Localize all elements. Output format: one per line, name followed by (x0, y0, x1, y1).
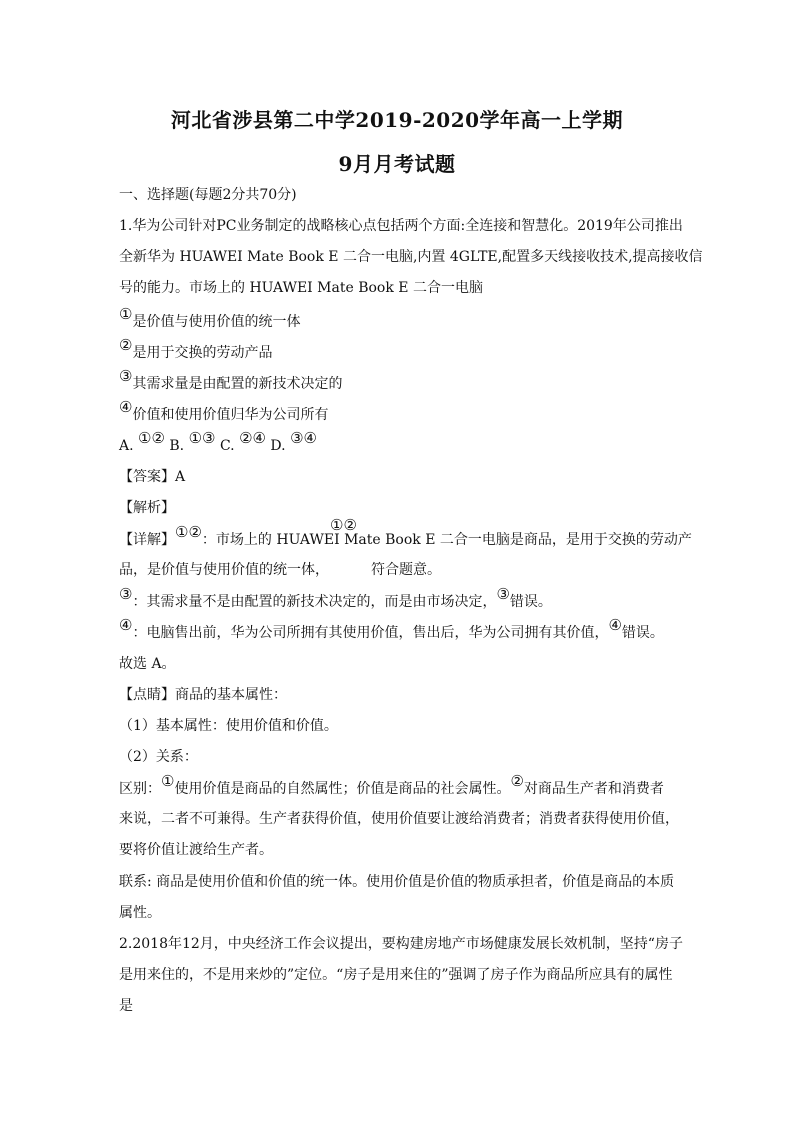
q1-choices (119, 429, 317, 455)
answer-tag: 【答案】 (119, 469, 175, 485)
detail4-number: ④ (119, 616, 133, 634)
option-text-2: 是用于交换的劳动产品 (132, 345, 273, 361)
difference-number-1: ① (161, 772, 175, 790)
difference-line-3: 要将价值让渡给生产者。 (119, 842, 273, 858)
detail-line-4 (119, 616, 664, 642)
detail-overlay-numbers (330, 516, 357, 535)
detail-tag: 【详解】 (119, 532, 175, 548)
choice-a-numbers: ①② (138, 429, 165, 447)
q1-option-4 (119, 398, 329, 424)
conclusion: 故选 A。 (119, 656, 176, 672)
detail-line-1 (119, 523, 692, 549)
q1-stem-line1: 1.华为公司针对PC业务制定的战略核心点包括两个方面:全连接和智慧化。2019年公司推出 (119, 218, 683, 234)
difference-text-1: 使用价值是商品的自然属性；价值是商品的社会属性。 (174, 781, 511, 797)
option-number-3: ③ (119, 367, 133, 385)
option-number-2: ② (119, 336, 133, 354)
option-number-4: ④ (119, 398, 133, 416)
detail-overlay-circled: ①② (330, 516, 357, 534)
detail-line-3 (119, 585, 552, 611)
q2-stem-line3: 是 (119, 998, 133, 1014)
q2-stem-line1: 2.2018年12月，中央经济工作会议提出，要构建房地产市场健康发展长效机制，坚持“房子 (119, 936, 683, 952)
difference-line-2: 来说，二者不可兼得。生产者获得价值，使用价值要让渡给消费者；消费者获得使用价值， (119, 811, 679, 827)
section-heading: 一、选择题(每题2分共70分) (119, 187, 297, 203)
document-subtitle: 9月月考试题 (338, 152, 456, 176)
detail-line2-tail: 符合题意。 (371, 562, 441, 578)
detail-line2-text: 品，是价值与使用价值的统一体， (119, 562, 329, 578)
choice-b-label: B. (169, 438, 185, 454)
link-line-2: 属性。 (119, 905, 161, 921)
q1-option-2 (119, 336, 273, 362)
detail4-tail: 错误。 (621, 625, 664, 641)
choice-c-numbers: ②④ (239, 429, 266, 447)
point-title: 商品的基本属性： (175, 687, 287, 703)
detail3-number-2: ③ (496, 585, 510, 603)
document-title: 河北省涉县第二中学2019-2020学年高一上学期 (170, 108, 624, 132)
difference-text-2: 对商品生产者和消费者 (523, 781, 664, 797)
detail4-text: ：电脑售出前，华为公司所拥有其使用价值，售出后，华为公司拥有其价值， (132, 625, 609, 641)
option-text-4: 价值和使用价值归华为公司所有 (132, 407, 329, 423)
detail-line1-text: ：市场上的 HUAWEI Mate Book E 二合一电脑是商品，是用于交换的劳动产 (201, 532, 692, 548)
q1-stem-line3: 号的能力。市场上的 HUAWEI Mate Book E 二合一电脑 (119, 280, 483, 296)
q1-stem-line2: 全新华为 HUAWEI Mate Book E 二合一电脑,内置 4GLTE,配置多天线接收技术,提高接收信 (119, 249, 703, 265)
choice-c-label: C. (219, 438, 235, 454)
detail3-text: ：其需求量不是由配置的新技术决定的，而是由市场决定， (132, 594, 497, 610)
q1-option-3 (119, 367, 343, 393)
detail4-number-2: ④ (608, 616, 622, 634)
difference-number-2: ② (510, 772, 524, 790)
point-heading (119, 686, 287, 704)
detail-numbers: ①② (175, 523, 202, 541)
choice-b-numbers: ①③ (188, 429, 216, 447)
analysis-tag: 【解析】 (119, 500, 175, 516)
choice-d-label: D. (270, 438, 286, 454)
q2-stem-line2: 是用来住的，不是用来炒的”定位。“房子是用来住的”强调了房子作为商品所应具有的属性 (119, 967, 673, 983)
difference-line-1 (119, 772, 664, 798)
option-text-3: 其需求量是由配置的新技术决定的 (132, 376, 343, 392)
point-item-1: （1）基本属性：使用价值和价值。 (119, 718, 338, 734)
choice-a-label: A. (119, 438, 134, 454)
detail3-tail: 错误。 (509, 594, 552, 610)
q1-option-1 (119, 305, 301, 331)
detail3-number: ③ (119, 585, 133, 603)
link-line-1: 联系: 商品是使用价值和价值的统一体。使用价值是价值的物质承担者，价值是商品的本质 (119, 874, 675, 890)
option-number-1: ① (119, 305, 133, 323)
detail-line-2 (119, 561, 441, 579)
point-tag: 【点睛】 (119, 687, 175, 703)
choice-d-numbers: ③④ (290, 429, 317, 447)
difference-label: 区别： (119, 781, 161, 797)
answer-line (119, 468, 185, 486)
answer-value: A (175, 469, 186, 485)
option-text-1: 是价值与使用价值的统一体 (132, 314, 301, 330)
point-item-2: （2）关系： (119, 749, 198, 765)
